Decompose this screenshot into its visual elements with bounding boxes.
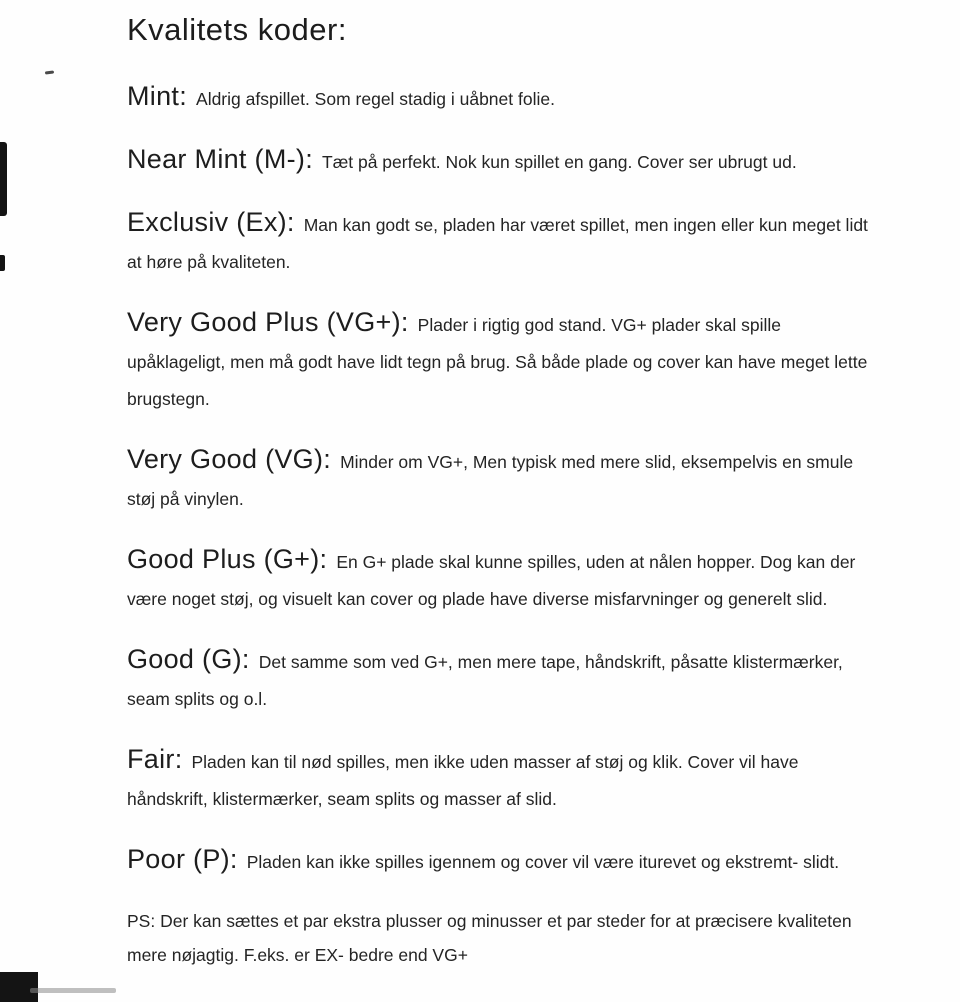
- scan-artifact-corner-smudge: [30, 988, 116, 993]
- grade-description: Det samme som ved G+, men mere tape, håndskrift, påsatte klistermærker, seam splits og o.l.: [127, 652, 843, 709]
- grade-description: Man kan godt se, pladen har været spillet, men ingen eller kun meget lidt at høre på kvaliteten.: [127, 215, 868, 272]
- grade-description: Tæt på perfekt. Nok kun spillet en gang. Cover ser ubrugt ud.: [322, 152, 797, 172]
- grade-entry-near-mint: [127, 141, 882, 181]
- grade-term: Good (G):: [127, 644, 250, 674]
- grade-term: Exclusiv (Ex):: [127, 207, 295, 237]
- ps-note: PS: Der kan sættes et par ekstra plusser og minusser et par steder for at præcisere kvaliteten mere nøjagtig. F.eks. er EX- bedre end VG+: [127, 911, 852, 965]
- grade-entry-fair: [127, 741, 882, 818]
- scan-artifact-left-notch: [0, 255, 5, 271]
- grade-entry-poor: [127, 841, 882, 881]
- grade-term: Near Mint (M-):: [127, 144, 313, 174]
- grade-description: Plader i rigtig god stand. VG+ plader skal spille upåklageligt, men må godt have lidt tegn på brug. Så både plade og cover kan have meget lette brugstegn.: [127, 315, 868, 409]
- grade-description: En G+ plade skal kunne spilles, uden at nålen hopper. Dog kan der være noget støj, og visuelt kan cover og plade have diverse misfarvninger og generelt slid.: [127, 552, 856, 609]
- grade-entry-exclusiv: [127, 204, 882, 281]
- grade-term: Very Good Plus (VG+):: [127, 307, 409, 337]
- grade-term: Good Plus (G+):: [127, 544, 328, 574]
- grade-entry-very-good-plus: [127, 304, 882, 418]
- grade-description: Minder om VG+, Men typisk med mere slid, eksempelvis en smule støj på vinylen.: [127, 452, 854, 509]
- grade-entry-mint: [127, 78, 882, 118]
- grade-entry-good: [127, 641, 882, 718]
- grade-description: Pladen kan ikke spilles igennem og cover vil være iturevet og ekstremt- slidt.: [246, 852, 840, 872]
- grade-entry-good-plus: [127, 541, 882, 618]
- grade-description: Pladen kan til nød spilles, men ikke uden masser af støj og klik. Cover vil have håndskrift, klistermærker, seam splits og masser af slid.: [127, 752, 799, 809]
- scan-artifact-corner: [0, 972, 38, 1002]
- grade-term: Fair:: [127, 744, 183, 774]
- grade-entry-very-good: [127, 441, 882, 518]
- scan-artifact-left-bar: [0, 142, 7, 216]
- grade-term: Poor (P):: [127, 844, 238, 874]
- page-title: Kvalitets koder:: [127, 12, 347, 47]
- grade-description: Aldrig afspillet. Som regel stadig i uåbnet folie.: [196, 89, 555, 109]
- grade-term: Very Good (VG):: [127, 444, 332, 474]
- grade-term: Mint:: [127, 81, 188, 111]
